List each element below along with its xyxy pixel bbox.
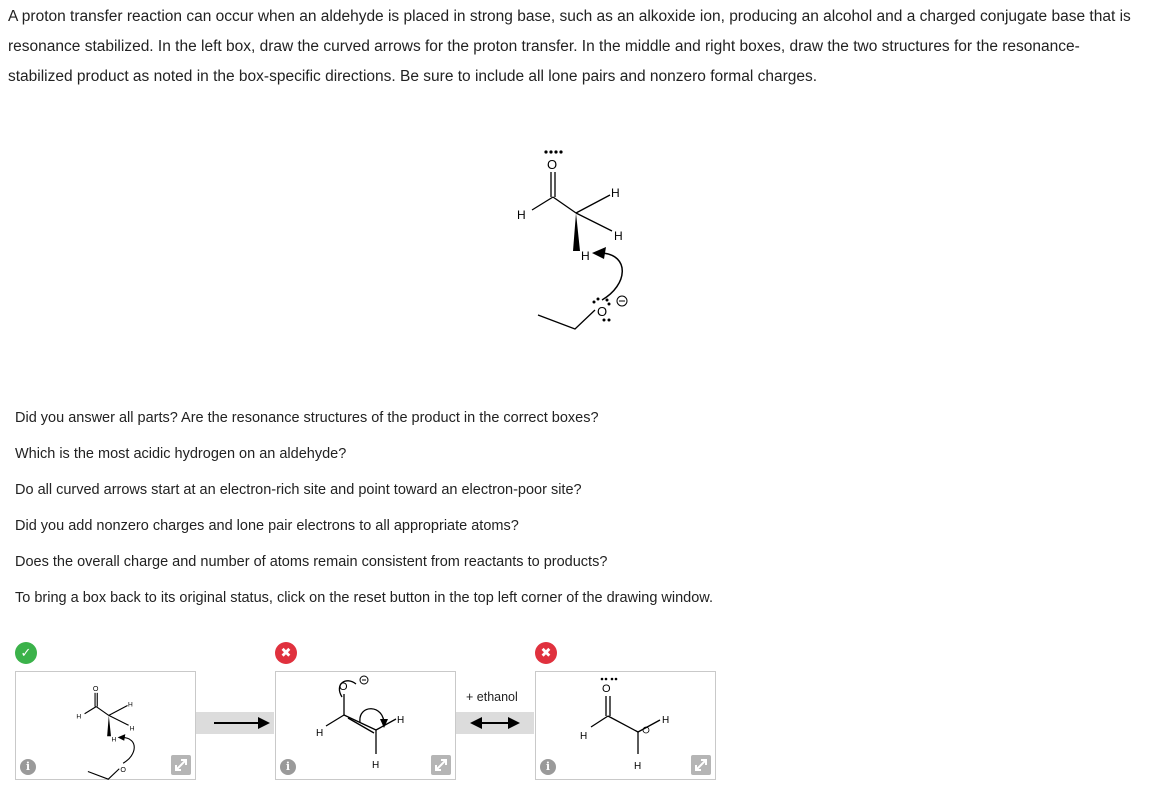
question-text: A proton transfer reaction can occur when an aldehyde is placed in strong base, such as an alkoxide ion, producing an alcohol and a charged conjugate base that is resonance stabilized. In the left box, draw the curved arrows for the proton transfer. In the middle and right boxes, draw the two structures for the resonance-stabilized product as noted in the box-specific directions. Be sure to include all lone pairs and nonzero formal charges. xyxy=(8,8,1131,85)
expand-icon[interactable] xyxy=(171,755,191,775)
svg-text:H: H xyxy=(634,761,642,772)
expand-icon[interactable] xyxy=(431,755,451,775)
drawing-box-reactants[interactable] xyxy=(15,671,196,780)
drawing-box-resonance-1[interactable] xyxy=(275,671,456,780)
ethanol-label: + ethanol xyxy=(466,690,518,704)
incorrect-status-icon: ✖ xyxy=(275,642,297,664)
hint-item: Which is the most acidic hydrogen on an aldehyde? xyxy=(15,446,347,462)
atom-h-alpha-3: H xyxy=(581,249,590,263)
resonance-arrow xyxy=(456,712,534,734)
atom-o-carbonyl: O xyxy=(547,157,558,172)
atom-h-aldehyde: H xyxy=(517,208,526,222)
box-structure-reactants xyxy=(16,672,195,779)
svg-text:O: O xyxy=(602,683,611,695)
svg-text:H: H xyxy=(128,701,133,709)
svg-text:O: O xyxy=(120,766,126,775)
svg-text:H: H xyxy=(316,728,324,739)
incorrect-status-icon: ✖ xyxy=(535,642,557,664)
box-structure-resonance-2 xyxy=(536,672,715,779)
hint-item: Did you answer all parts? Are the resonance structures of the product in the correct boxes? xyxy=(15,410,599,426)
box-structure-resonance-1 xyxy=(276,672,455,779)
svg-text:O: O xyxy=(92,685,99,694)
info-icon[interactable]: i xyxy=(280,759,296,775)
svg-text:H: H xyxy=(397,715,405,726)
svg-text:H: H xyxy=(580,731,588,742)
hint-list xyxy=(15,405,1115,621)
hint-item: Does the overall charge and number of atoms remain consistent from reactants to products? xyxy=(15,554,608,570)
info-icon[interactable]: i xyxy=(540,759,556,775)
hint-item: To bring a box back to its original status, click on the reset button in the top left corner of the drawing window. xyxy=(15,590,713,606)
svg-text:H: H xyxy=(111,736,117,744)
expand-icon[interactable] xyxy=(691,755,711,775)
drawing-box-resonance-2[interactable] xyxy=(535,671,716,780)
svg-text:H: H xyxy=(372,760,380,771)
svg-text:H: H xyxy=(129,725,135,733)
svg-text:H: H xyxy=(662,715,670,726)
atom-h-alpha-1: H xyxy=(611,186,620,200)
atom-o-alkoxide: O xyxy=(597,304,608,319)
svg-text:O: O xyxy=(339,681,348,693)
hint-item: Do all curved arrows start at an electron-rich site and point toward an electron-poor site? xyxy=(15,482,582,498)
hint-item: Did you add nonzero charges and lone pair electrons to all appropriate atoms? xyxy=(15,518,519,534)
reaction-arrow xyxy=(196,712,274,734)
svg-text:H: H xyxy=(76,713,82,721)
atom-h-alpha-2: H xyxy=(614,229,623,243)
correct-status-icon: ✓ xyxy=(15,642,37,664)
reaction-figure xyxy=(517,145,660,335)
info-icon[interactable]: i xyxy=(20,759,36,775)
